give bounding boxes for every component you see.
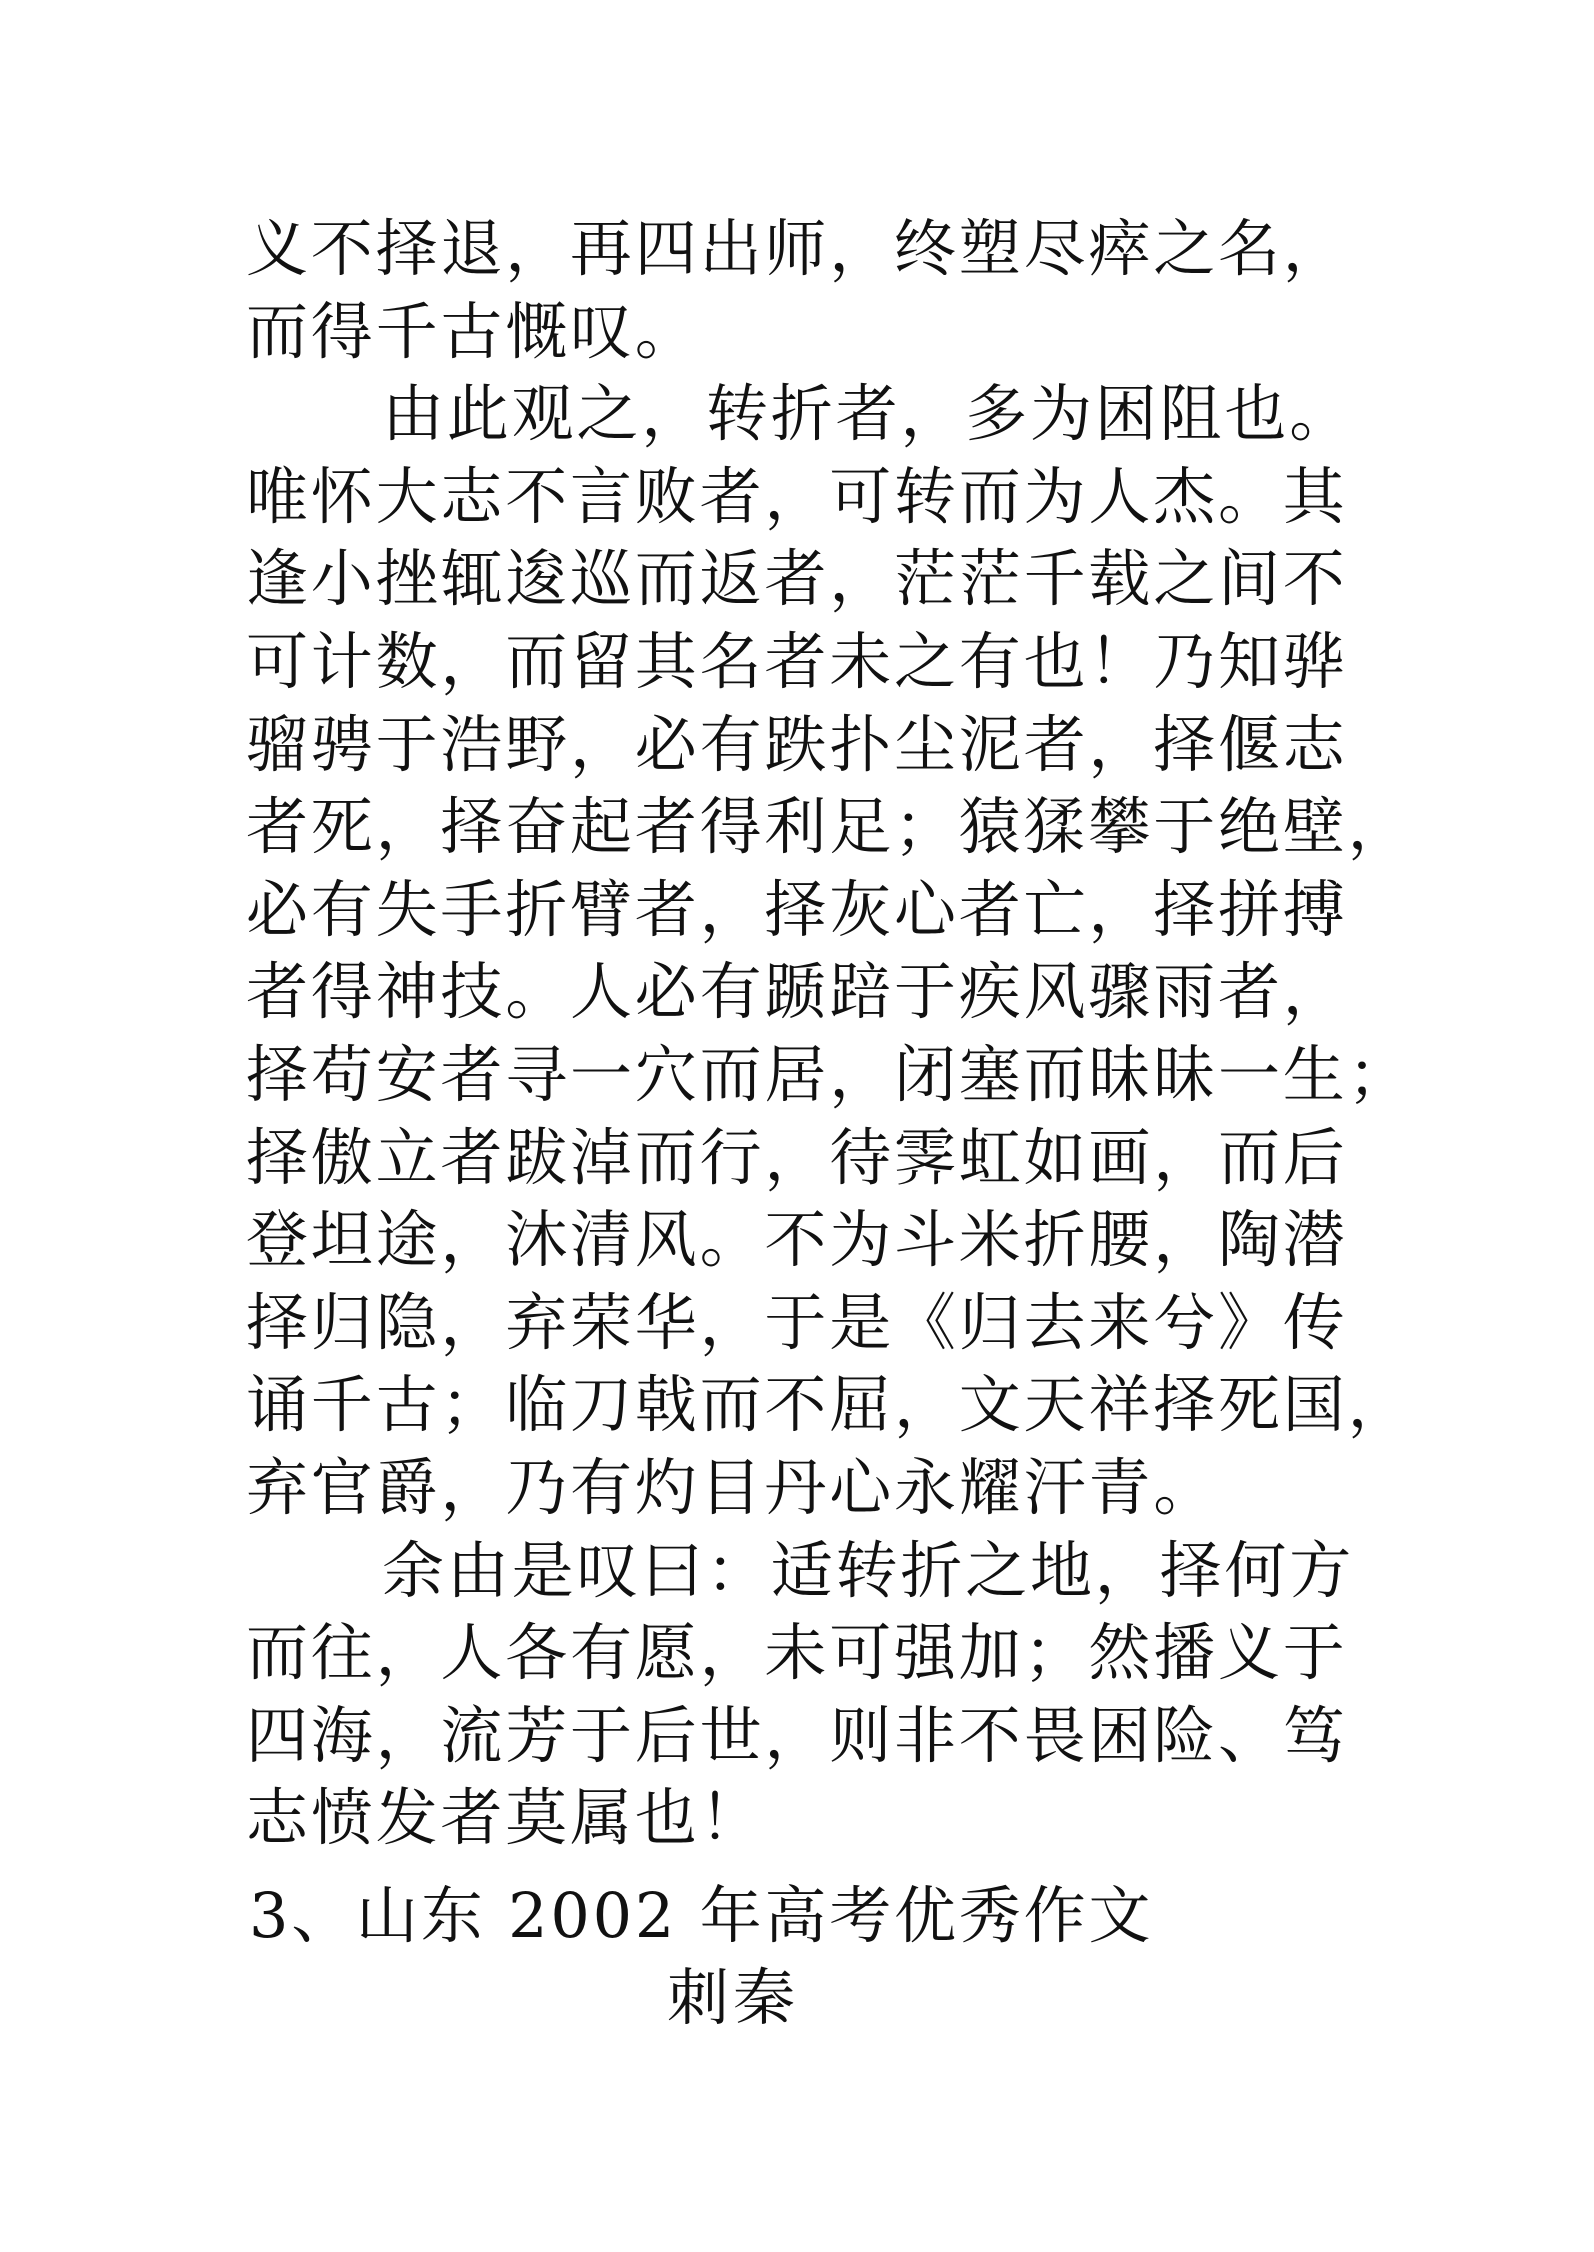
text-line: 逢小挫辄逡巡而返者，茫茫千载之间不 (246, 542, 1348, 616)
text-line: 义不择退，再四出师，终塑尽瘁之名， (246, 212, 1348, 285)
paragraph-2 (246, 373, 1496, 1529)
paragraph-3 (246, 1530, 1496, 1860)
text-line: 登坦途，沐清风。不为斗米折腰，陶潜 (246, 1203, 1348, 1277)
document-body (246, 208, 1496, 2040)
text-line: 骝骋于浩野，必有跌扑尘泥者，择偃志 (246, 707, 1348, 781)
text-line: 必有失手折臂者，择灰心者亡，择拼搏 (246, 872, 1348, 946)
text-line: 择苟安者寻一穴而居，闭塞而昧昧一生； (246, 1037, 1413, 1111)
text-line: 志愤发者莫属也！ (246, 1781, 765, 1855)
text-line: 而得千古慨叹。 (246, 294, 700, 368)
text-line: 可计数，而留其名者未之有也！乃知骅 (246, 624, 1348, 698)
text-line: 唯怀大志不言败者，可转而为人杰。其 (246, 459, 1348, 533)
text-line: 择归隐，弃荣华，于是《归去来兮》传 (246, 1285, 1348, 1359)
text-line: 者死，择奋起者得利足；猿猱攀于绝壁， (246, 790, 1413, 864)
text-line: 诵千古；临刀戟而不屈，文天祥择死国， (246, 1368, 1413, 1442)
text-line: 四海，流芳于后世，则非不畏困险、笃 (246, 1698, 1348, 1772)
text-line: 余由是叹曰：适转折之地，择何方 (382, 1533, 1355, 1607)
paragraph-1 (246, 208, 1496, 373)
text-line: 由此观之，转折者，多为困阻也。 (382, 377, 1355, 451)
text-line: 者得神技。人必有踬踣于疾风骤雨者， (246, 955, 1348, 1029)
section-heading: 3、山东 2002 年高考优秀作文 (249, 1878, 1154, 1952)
text-line: 弃官爵，乃有灼目丹心永耀汗青。 (246, 1450, 1219, 1524)
essay-title: 刺秦 (667, 1961, 800, 2035)
text-line: 择傲立者跋淖而行，待霁虹如画，而后 (246, 1120, 1348, 1194)
text-line: 而往，人各有愿，未可强加；然播义于 (246, 1616, 1348, 1690)
